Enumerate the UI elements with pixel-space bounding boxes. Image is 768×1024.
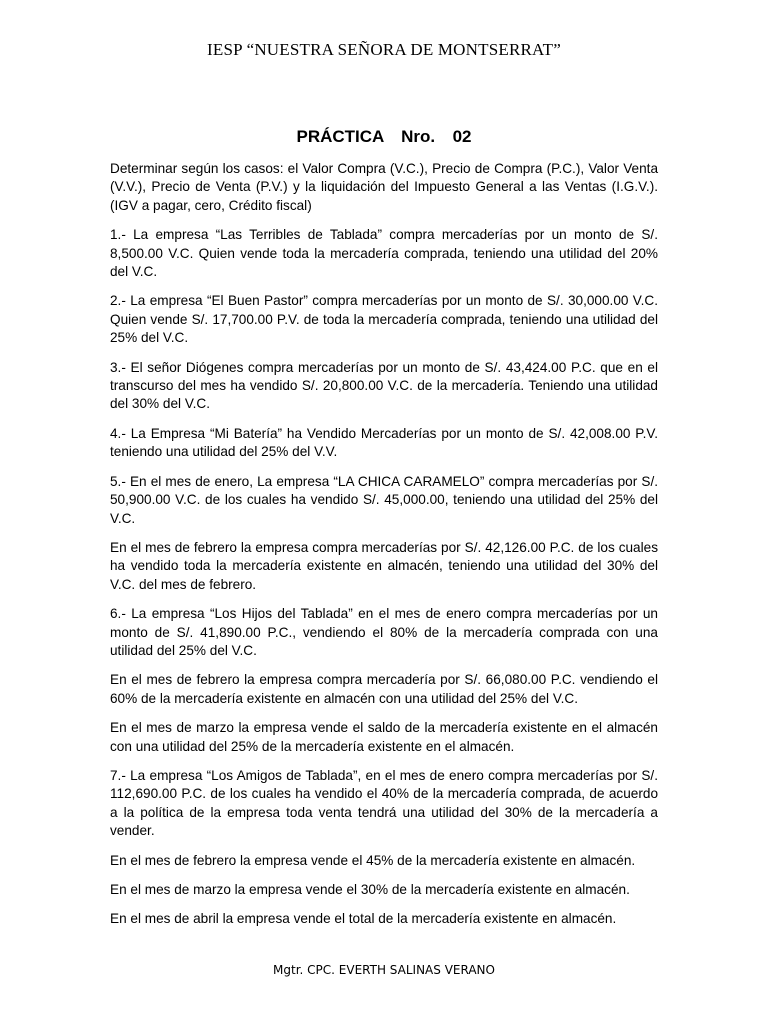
exercise-7-february: En el mes de febrero la empresa vende el 45% de la mercadería existente en almacén. — [110, 852, 636, 868]
exercise-5-february: En el mes de febrero la empresa compra mercaderías por S/. 42,126.00 P.C. de los cuales ha vendido toda la mercadería existente en almacén, teniendo una utilidad del 30% del V.C. del mes de febrero. — [110, 539, 658, 592]
exercise-5: 5.- En el mes de enero, La empresa “LA CHICA CARAMELO” compra mercaderías por S/. 50,900.00 V.C. de los cuales ha vendido S/. 45,000.00, teniendo una utilidad del 25% del V.C. — [110, 473, 658, 526]
exercise-3: 3.- El señor Diógenes compra mercaderías por un monto de S/. 43,424.00 P.C. que en el transcurso del mes ha vendido S/. 20,800.00 V.C. de la mercadería. Teniendo una utilidad del 30% del V.C. — [110, 359, 658, 412]
exercise-6: 6.- La empresa “Los Hijos del Tablada” en el mes de enero compra mercaderías por un monto de S/. 41,890.00 P.C., vendiendo el 80% de la mercadería comprada con una utilidad del 25% del V.C. — [110, 606, 658, 658]
exercise-1: 1.- La empresa “Las Terribles de Tablada” compra mercaderías por un monto de S/. 8,500.00 V.C. Quien vende toda la mercadería comprada, teniendo una utilidad del 20% del V.C. — [110, 227, 658, 280]
exercise-7-march: En el mes de marzo la empresa vende el 30% de la mercadería existente en almacén. — [110, 882, 630, 897]
exercise-4: 4.- La Empresa “Mi Batería” ha Vendido Mercaderías por un monto de S/. 42,008.00 P.V. teniendo una utilidad del 25% del V.V. — [110, 425, 658, 460]
exercise-2: 2.- La empresa “El Buen Pastor” compra mercaderías por un monto de S/. 30,000.00 V.C. Quien vende S/. 17,700.00 P.V. de toda la mercadería comprada, teniendo una utilidad del 25% del V.C. — [110, 293, 658, 346]
author-footer: Mgtr. CPC. EVERTH SALINAS VERANO — [273, 963, 495, 977]
exercise-6-february: En el mes de febrero la empresa compra mercadería por S/. 66,080.00 P.C. vendiendo el 60% de la mercadería existente en almacén con una utilidad del 25% del V.C. — [110, 672, 658, 706]
page-title: PRÁCTICA Nro. 02 — [296, 127, 472, 146]
exercise-7-april: En el mes de abril la empresa vende el total de la mercadería existente en almacén. — [110, 911, 617, 927]
intro-paragraph: Determinar según los casos: el Valor Compra (V.C.), Precio de Compra (P.C.), Valor Venta (V.V.), Precio de Venta (P.V.) y la liquidación del Impuesto General a las Ventas (I.G.V.). (IGV a pagar, cero, Crédito fiscal) — [110, 161, 658, 213]
exercise-6-march: En el mes de marzo la empresa vende el saldo de la mercadería existente en el almacén con una utilidad del 25% de la mercadería existente en el almacén. — [110, 720, 658, 754]
document-body — [110, 160, 658, 940]
exercise-7: 7.- La empresa “Los Amigos de Tablada”, en el mes de enero compra mercaderías por S/. 112,690.00 P.C. de los cuales ha vendido el 40% de la mercadería comprada, de acuerdo a la política de la empresa toda venta tendrá una utilidad del 30% de la mercadería a vender. — [110, 767, 658, 839]
institution-header: IESP “NUESTRA SEÑORA DE MONTSERRAT” — [207, 40, 561, 59]
